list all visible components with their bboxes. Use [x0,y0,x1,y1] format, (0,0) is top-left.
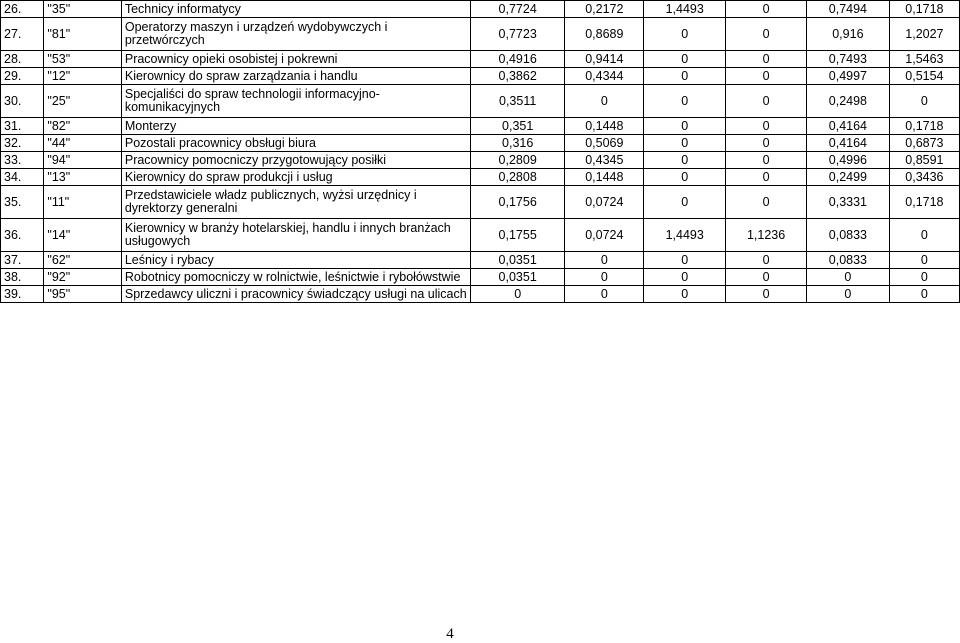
occupation-name: Pozostali pracownicy obsługi biura [121,135,470,152]
table-row [1,252,960,269]
occupation-name: Operatorzy maszyn i urządzeń wydobywczych i przetwórczych [121,18,470,51]
value-5: 0 [806,286,889,303]
value-6: 0,3436 [889,169,959,186]
table-row [1,286,960,303]
value-1: 0,7723 [470,18,564,51]
occupation-code: "62" [44,252,121,269]
occupation-code: "14" [44,219,121,252]
row-number: 29. [1,68,44,85]
value-5: 0,4164 [806,135,889,152]
value-2: 0 [565,85,644,118]
row-number: 33. [1,152,44,169]
value-6: 0,1718 [889,186,959,219]
value-4: 0 [726,18,807,51]
value-4: 0 [726,68,807,85]
value-3: 0 [644,118,726,135]
value-5: 0,2498 [806,85,889,118]
value-1: 0,4916 [470,51,564,68]
table-row [1,85,960,118]
value-4: 0 [726,169,807,186]
occupation-code: "35" [44,1,121,18]
occupation-code: "92" [44,269,121,286]
value-3: 0 [644,68,726,85]
row-number: 31. [1,118,44,135]
value-2: 0 [565,252,644,269]
value-6: 0,5154 [889,68,959,85]
value-3: 0 [644,169,726,186]
table-body [1,1,960,303]
occupation-code: "82" [44,118,121,135]
value-3: 1,4493 [644,1,726,18]
value-3: 1,4493 [644,219,726,252]
value-1: 0,316 [470,135,564,152]
row-number: 36. [1,219,44,252]
occupation-code: "94" [44,152,121,169]
value-6: 0 [889,219,959,252]
value-1: 0,0351 [470,269,564,286]
row-number: 26. [1,1,44,18]
value-2: 0,1448 [565,169,644,186]
occupation-name: Technicy informatycy [121,1,470,18]
row-number: 28. [1,51,44,68]
table-row [1,51,960,68]
table-row [1,68,960,85]
row-number: 30. [1,85,44,118]
value-5: 0,2499 [806,169,889,186]
occupation-code: "11" [44,186,121,219]
value-1: 0,1755 [470,219,564,252]
occupation-name: Monterzy [121,118,470,135]
value-6: 0,1718 [889,1,959,18]
row-number: 32. [1,135,44,152]
value-6: 0 [889,269,959,286]
row-number: 27. [1,18,44,51]
value-5: 0,0833 [806,252,889,269]
value-5: 0,916 [806,18,889,51]
value-4: 0 [726,252,807,269]
value-6: 0,8591 [889,152,959,169]
value-1: 0,0351 [470,252,564,269]
value-4: 0 [726,85,807,118]
value-3: 0 [644,135,726,152]
occupation-name: Pracownicy opieki osobistej i pokrewni [121,51,470,68]
value-6: 0 [889,85,959,118]
value-6: 0,1718 [889,118,959,135]
occupation-code: "44" [44,135,121,152]
occupation-name: Kierownicy do spraw produkcji i usług [121,169,470,186]
value-1: 0,1756 [470,186,564,219]
value-6: 1,5463 [889,51,959,68]
value-3: 0 [644,269,726,286]
value-2: 0,5069 [565,135,644,152]
value-4: 0 [726,118,807,135]
occupation-code: "81" [44,18,121,51]
occupation-name: Przedstawiciele władz publicznych, wyżsi urzędnicy i dyrektorzy generalni [121,186,470,219]
value-5: 0,4164 [806,118,889,135]
table-row [1,135,960,152]
occupation-code: "95" [44,286,121,303]
value-2: 0 [565,269,644,286]
value-2: 0,0724 [565,186,644,219]
occupations-table [0,0,960,303]
value-1: 0,351 [470,118,564,135]
value-2: 0,4345 [565,152,644,169]
value-4: 0 [726,286,807,303]
value-6: 0 [889,286,959,303]
value-4: 0 [726,135,807,152]
value-1: 0,3862 [470,68,564,85]
table-row [1,1,960,18]
row-number: 38. [1,269,44,286]
value-5: 0,7494 [806,1,889,18]
value-4: 0 [726,269,807,286]
value-1: 0,2808 [470,169,564,186]
value-4: 1,1236 [726,219,807,252]
table-row [1,219,960,252]
value-4: 0 [726,1,807,18]
occupation-name: Robotnicy pomocniczy w rolnictwie, leśnictwie i rybołówstwie [121,269,470,286]
value-3: 0 [644,85,726,118]
occupation-name: Specjaliści do spraw technologii informacyjno-komunikacyjnych [121,85,470,118]
table-row [1,169,960,186]
occupation-name: Sprzedawcy uliczni i pracownicy świadczący usługi na ulicach [121,286,470,303]
occupation-code: "53" [44,51,121,68]
value-2: 0,1448 [565,118,644,135]
value-2: 0,2172 [565,1,644,18]
value-1: 0,3511 [470,85,564,118]
value-6: 1,2027 [889,18,959,51]
value-4: 0 [726,51,807,68]
table-row [1,269,960,286]
value-3: 0 [644,51,726,68]
value-6: 0,6873 [889,135,959,152]
occupation-code: "12" [44,68,121,85]
row-number: 39. [1,286,44,303]
value-5: 0,4997 [806,68,889,85]
value-3: 0 [644,152,726,169]
value-5: 0,3331 [806,186,889,219]
row-number: 34. [1,169,44,186]
value-3: 0 [644,252,726,269]
table-row [1,118,960,135]
value-5: 0 [806,269,889,286]
value-1: 0 [470,286,564,303]
row-number: 37. [1,252,44,269]
value-4: 0 [726,186,807,219]
value-5: 0,4996 [806,152,889,169]
occupation-name: Kierownicy do spraw zarządzania i handlu [121,68,470,85]
value-2: 0,9414 [565,51,644,68]
table-row [1,186,960,219]
value-4: 0 [726,152,807,169]
occupation-name: Leśnicy i rybacy [121,252,470,269]
occupation-name: Pracownicy pomocniczy przygotowujący posiłki [121,152,470,169]
value-2: 0,4344 [565,68,644,85]
table-row [1,18,960,51]
occupation-code: "13" [44,169,121,186]
value-2: 0,0724 [565,219,644,252]
value-3: 0 [644,18,726,51]
table-row [1,152,960,169]
value-3: 0 [644,186,726,219]
value-6: 0 [889,252,959,269]
value-5: 0,7493 [806,51,889,68]
value-5: 0,0833 [806,219,889,252]
occupation-code: "25" [44,85,121,118]
value-2: 0 [565,286,644,303]
value-2: 0,8689 [565,18,644,51]
value-3: 0 [644,286,726,303]
occupation-name: Kierownicy w branży hotelarskiej, handlu i innych branżach usługowych [121,219,470,252]
row-number: 35. [1,186,44,219]
value-1: 0,2809 [470,152,564,169]
value-1: 0,7724 [470,1,564,18]
page-number: 4 [446,626,454,642]
